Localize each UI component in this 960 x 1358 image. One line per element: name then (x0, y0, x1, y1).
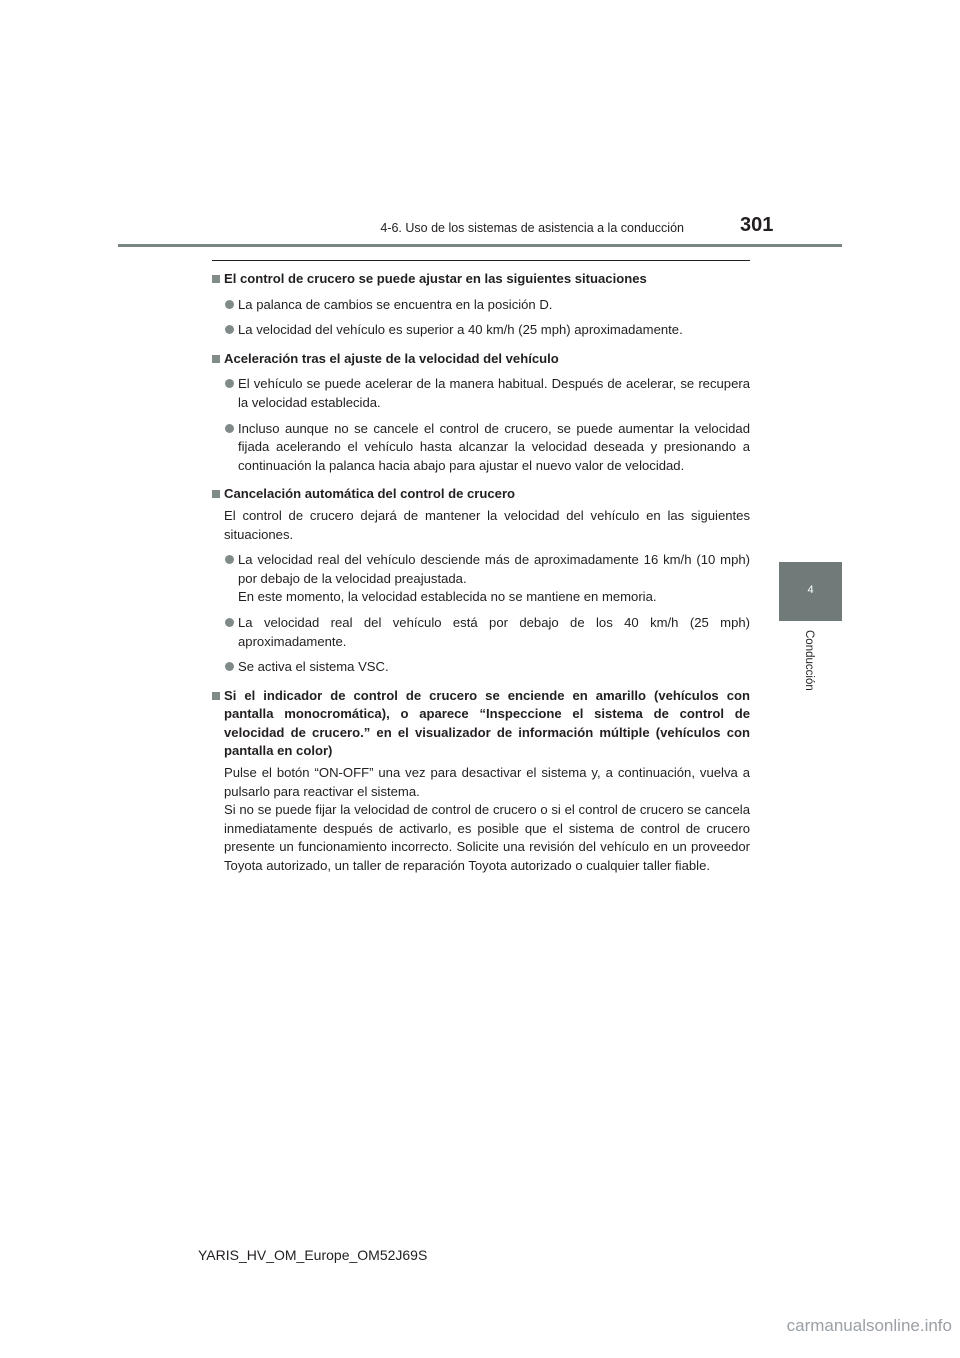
square-bullet-icon (212, 490, 220, 498)
page-number: 301 (740, 214, 774, 236)
chapter-tab (779, 562, 842, 621)
page-content (212, 270, 750, 876)
list-item-text: La velocidad real del vehículo desciende más de aproximadamente 16 km/h (10 mph) por debajo de la velocidad preajustada. (238, 552, 750, 586)
square-bullet-icon (212, 692, 220, 700)
paragraph: Si no se puede fijar la velocidad de control de crucero o si el control de crucero se cancela inmediatamente después de activarlo, es posible que el sistema de control de crucero presente un funcionamiento incorrecto. Solicite una revisión del vehículo en un proveedor Toyota autorizado, un taller de reparación Toyota autorizado o cualquier taller fiable. (224, 802, 750, 874)
list-item-text: El vehículo se puede acelerar de la manera habitual. Después de acelerar, se recupera la velocidad establecida. (238, 376, 750, 410)
list-item (212, 321, 750, 340)
round-bullet-icon (225, 424, 234, 433)
list-item (212, 375, 750, 412)
header-rule (118, 244, 842, 247)
list-item-note: En este momento, la velocidad establecida no se mantiene en memoria. (238, 589, 657, 605)
heading-text: Aceleración tras el ajuste de la velocidad del vehículo (224, 350, 559, 366)
list-item (212, 551, 750, 607)
list-item-text: La velocidad del vehículo es superior a 40 km/h (25 mph) aproximadamente. (238, 322, 683, 338)
section-title: 4-6. Uso de los sistemas de asistencia a la conducción (380, 221, 684, 235)
list-item-text: Se activa el sistema VSC. (238, 659, 389, 675)
round-bullet-icon (225, 325, 234, 334)
list-item (212, 614, 750, 651)
list-item-text: La velocidad real del vehículo está por debajo de los 40 km/h (25 mph) aproximadamente. (238, 614, 750, 649)
list-item-text: La palanca de cambios se encuentra en la posición D. (238, 296, 553, 312)
section-heading (212, 485, 750, 504)
section-heading (212, 270, 750, 289)
section-heading (212, 350, 750, 369)
list-item (212, 296, 750, 315)
round-bullet-icon (225, 555, 234, 564)
square-bullet-icon (212, 355, 220, 363)
list-item (212, 658, 750, 677)
section-rule (212, 260, 750, 261)
section-intro: El control de crucero dejará de mantener la velocidad del vehículo en las siguientes situaciones. (224, 507, 750, 542)
square-bullet-icon (212, 275, 220, 283)
list-item-text: Incluso aunque no se cancele el control de crucero, se puede aumentar la velocidad fijada acelerando el vehículo hasta alcanzar la velocidad deseada y presionando a continuación la palanca hacia abajo para ajustar el nuevo valor de velocidad. (238, 420, 750, 473)
paragraph: Pulse el botón “ON-OFF” una vez para desactivar el sistema y, a continuación, vuelva a pulsarlo para reactivar el sistema. (224, 765, 750, 799)
round-bullet-icon (225, 300, 234, 309)
heading-text: Cancelación automática del control de crucero (224, 486, 516, 502)
round-bullet-icon (225, 379, 234, 388)
section-heading (212, 687, 750, 761)
round-bullet-icon (225, 662, 234, 671)
chapter-label: Conducción (803, 630, 815, 691)
document-code: YARIS_HV_OM_Europe_OM52J69S (198, 1247, 428, 1263)
watermark: carmanualsonline.info (786, 1316, 952, 1335)
heading-text: Si el indicador de control de crucero se enciende en amarillo (vehículos con pantalla monocromática), o aparece “Inspeccione el sistema de control de velocidad de crucero.” en el visualizador de información múltiple (vehículos con pantalla en color) (224, 687, 750, 759)
list-item (212, 420, 750, 476)
heading-text: El control de crucero se puede ajustar en las siguientes situaciones (224, 271, 647, 286)
chapter-number: 4 (807, 584, 814, 596)
round-bullet-icon (225, 618, 234, 627)
